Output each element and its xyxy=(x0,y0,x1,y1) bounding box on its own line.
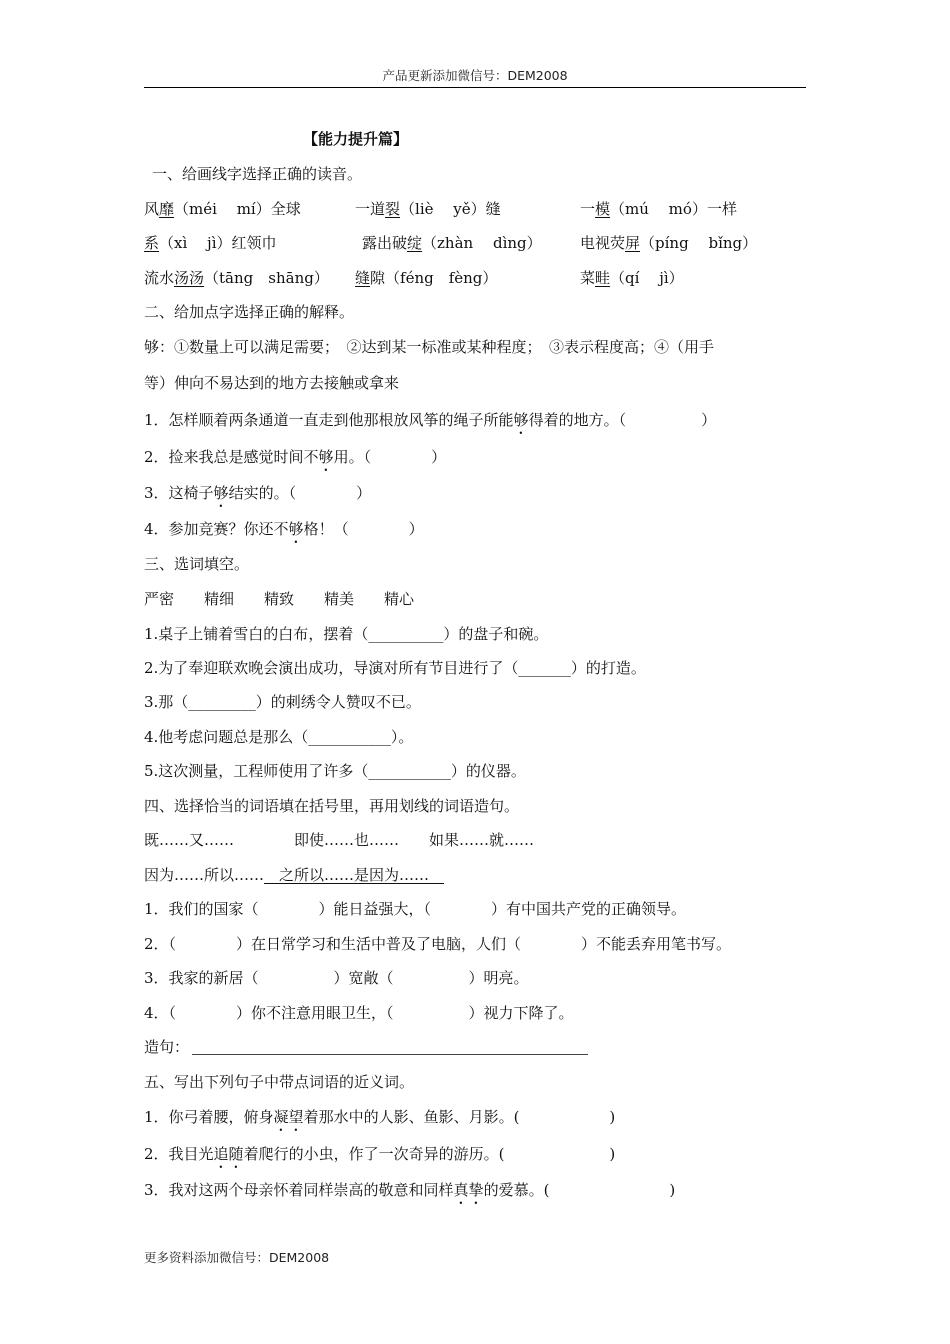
page-header: 产品更新添加微信号：DEM2008 xyxy=(382,68,568,83)
pinyin-item: 一模（mú mó）一样 xyxy=(580,200,737,218)
question-item: 4.他考虑问题总是那么（___________）。 xyxy=(144,728,414,746)
sentence-label: 造句： xyxy=(144,1038,190,1056)
question-item: 2．捡来我总是感觉时间不够用。（ ） xyxy=(144,448,447,466)
question-item: 1．你弓着腰，俯身凝望着那水中的人影、鱼影、月影。( ) xyxy=(144,1108,616,1126)
pinyin-item: 风靡（méi mí）全球 xyxy=(144,200,301,218)
question-item: 1．我们的国家（ ）能日益强大，（ ）有中国共产党的正确领导。 xyxy=(144,900,687,918)
section-2-heading: 二、给加点字选择正确的解释。 xyxy=(144,303,355,321)
question-item: 4．参加竞赛？你还不够格！（ ） xyxy=(144,520,424,538)
question-item: 3.那（_________）的刺绣令人赞叹不已。 xyxy=(144,693,421,711)
underlined-conjunction: 之所以……是因为…… xyxy=(264,866,445,884)
question-item: 1．怎样顺着两条通道一直走到他那根放风筝的绳子所能够得着的地方。（ ） xyxy=(144,411,717,429)
pinyin-item: 流水汤汤（tāng shāng） xyxy=(144,269,329,287)
pinyin-item: 一道裂（liè yě）缝 xyxy=(355,200,501,218)
page-title: 【能力提升篇】 xyxy=(303,130,409,148)
pinyin-item: 电视荧屏（píng bǐng） xyxy=(580,234,758,252)
conjunction-options: 因为……所以…… 之所以……是因为…… xyxy=(144,866,445,884)
section-5-heading: 五、写出下列句子中带点词语的近义词。 xyxy=(144,1073,415,1091)
pinyin-item: 露出破绽（zhàn dìng） xyxy=(362,234,542,252)
pinyin-item: 缝隙（féng fèng） xyxy=(355,269,498,287)
section-1-heading: 一、给画线字选择正确的读音。 xyxy=(152,165,363,183)
question-item: 3．我对这两个母亲怀着同样崇高的敬意和同样真挚的爱慕。( ) xyxy=(144,1181,676,1199)
question-item: 5.这次测量，工程师使用了许多（___________）的仪器。 xyxy=(144,762,526,780)
question-item: 2．（ ）在日常学习和生活中普及了电脑，人们（ ）不能丢弃用笔书写。 xyxy=(144,935,732,953)
conjunction-options: 既……又…… 即使……也…… 如果……就…… xyxy=(144,831,535,849)
pinyin-item: 菜畦（qí jì） xyxy=(580,269,684,287)
question-item: 2.为了奉迎联欢晚会演出成功，导演对所有节目进行了（_______）的打造。 xyxy=(144,659,646,677)
question-item: 1.桌子上铺着雪白的白布，摆着（__________）的盘子和碗。 xyxy=(144,625,549,643)
definition-line: 够：①数量上可以满足需要； ②达到某一标准或某种程度； ③表示程度高；④（用手 xyxy=(144,338,715,356)
question-item: 4．（ ）你不注意用眼卫生，（ ）视力下降了。 xyxy=(144,1004,574,1022)
sentence-answer-line xyxy=(192,1054,588,1055)
question-item: 2．我目光追随着爬行的小虫，作了一次奇异的游历。( ) xyxy=(144,1145,616,1163)
question-item: 3．我家的新居（ ）宽敞（ ）明亮。 xyxy=(144,969,529,987)
section-3-heading: 三、选词填空。 xyxy=(144,555,250,573)
section-4-heading: 四、选择恰当的词语填在括号里，再用划线的词语造句。 xyxy=(144,797,520,815)
page-footer: 更多资料添加微信号：DEM2008 xyxy=(144,1250,330,1265)
header-rule xyxy=(144,87,806,88)
pinyin-item: 系（xì jì）红领巾 xyxy=(144,234,277,252)
question-item: 3．这椅子够结实的。（ ） xyxy=(144,484,372,502)
definition-line: 等）伸向不易达到的地方去接触或拿来 xyxy=(144,374,400,392)
word-bank: 严密 精细 精致 精美 精心 xyxy=(144,590,415,608)
